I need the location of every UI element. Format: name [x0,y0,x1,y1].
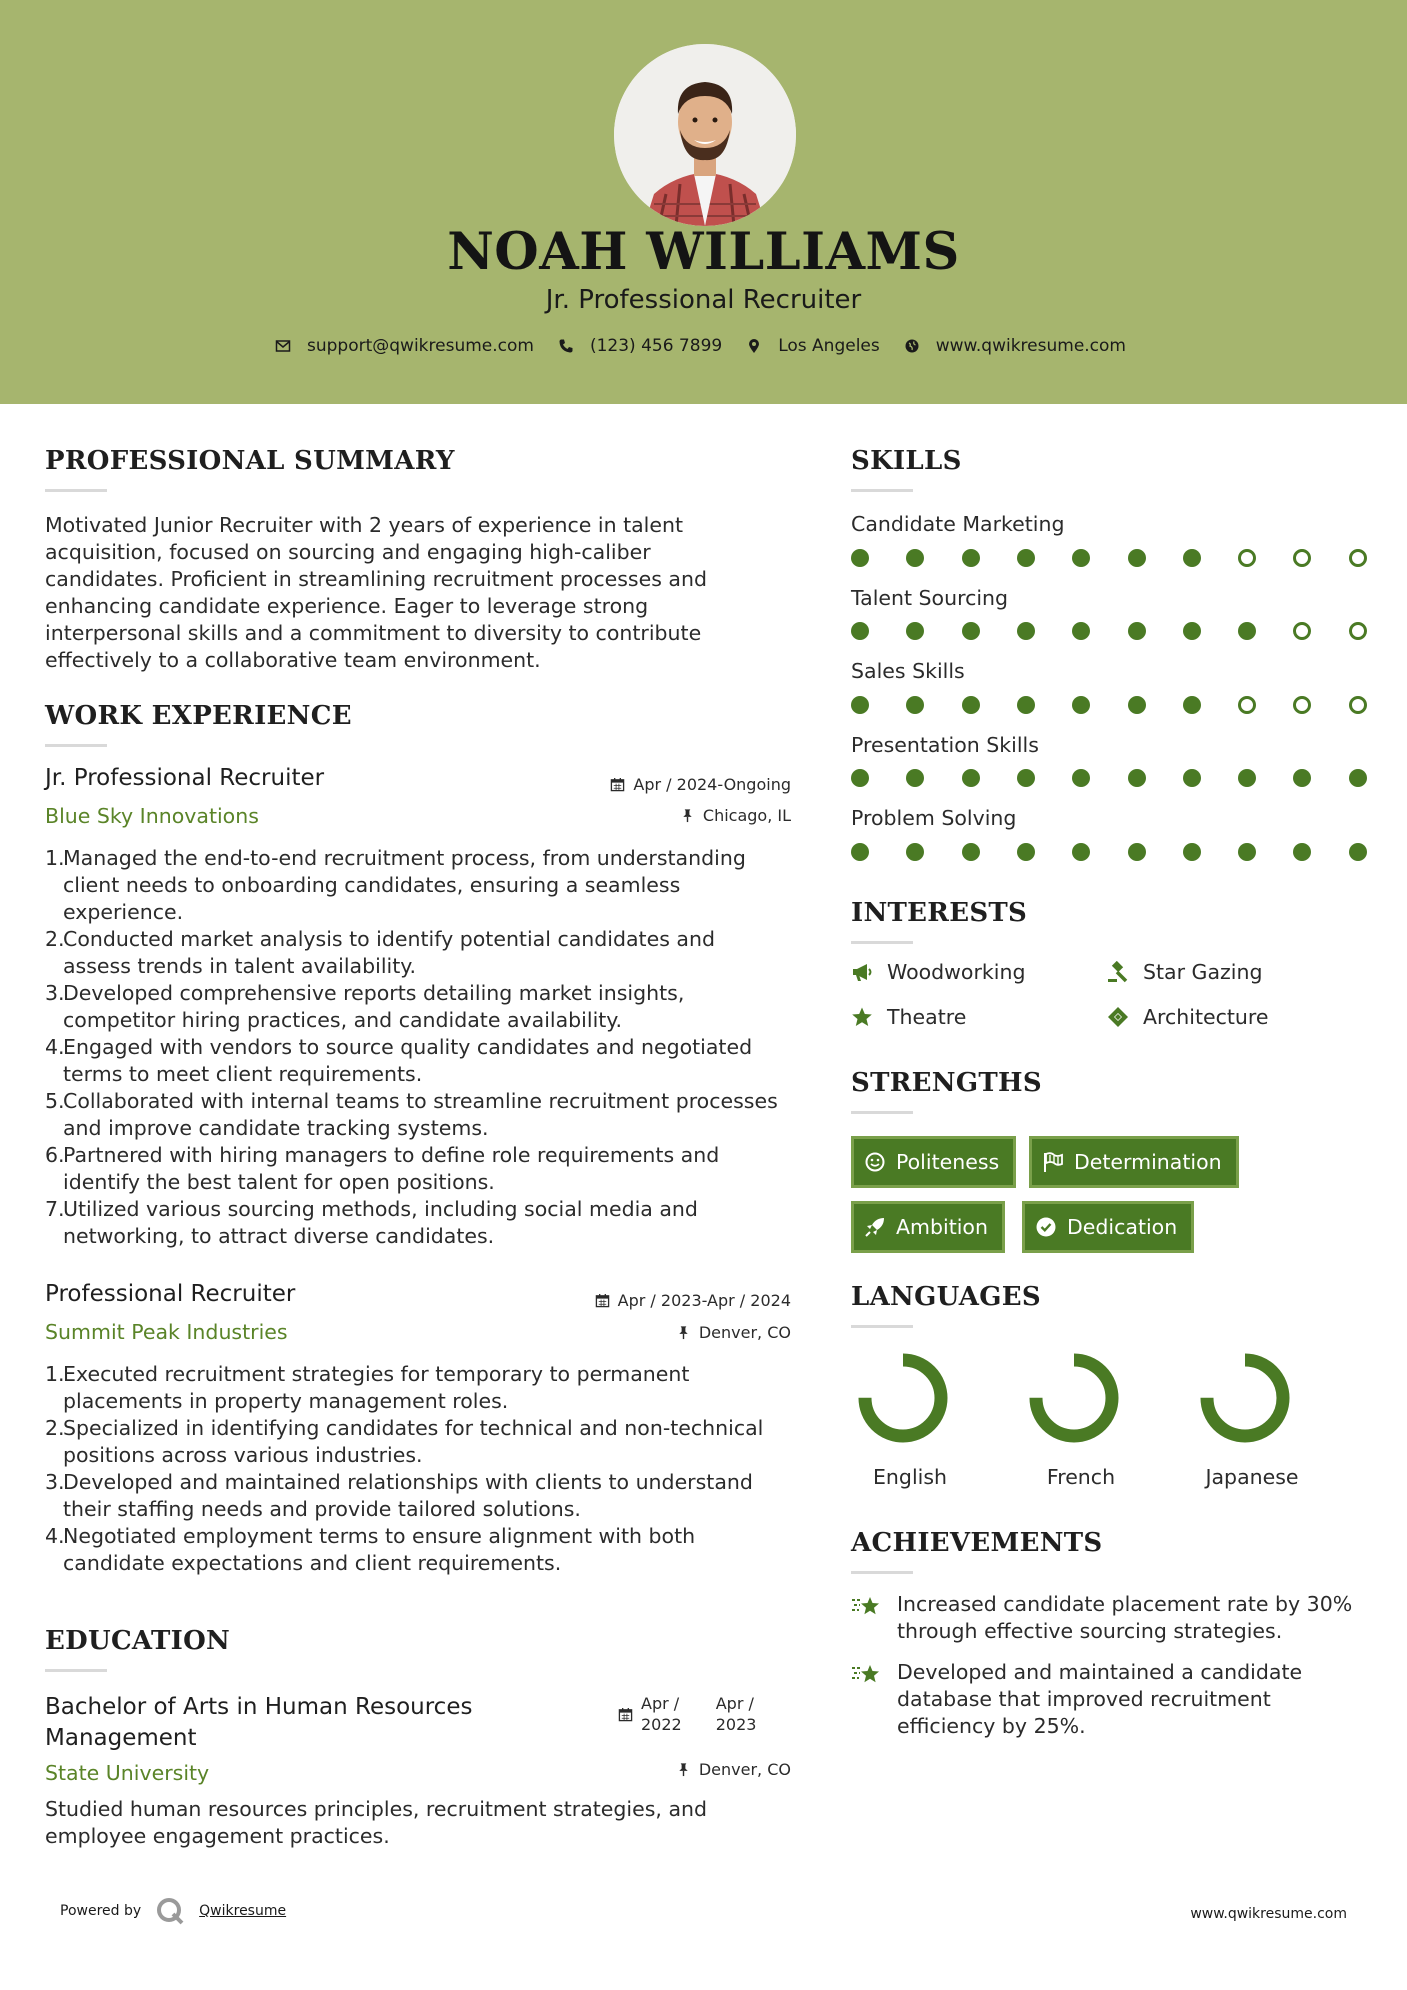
interests-heading: INTERESTS [851,898,1028,928]
skill-name: Candidate Marketing [851,512,1065,536]
job-responsibilities [45,845,805,1250]
strength-chip [1029,1136,1239,1188]
contact-bar [0,336,1407,356]
shooting-star-icon [851,1593,883,1621]
skill-dot-filled [1128,549,1146,567]
language-gauge [1195,1348,1295,1448]
job-dates [610,775,791,794]
calendar-icon [610,777,625,792]
skill-dot-filled [1238,843,1256,861]
calendar-icon [595,1293,610,1308]
skill-dot-filled [1293,843,1311,861]
list-line: Partnered with hiring managers to define role requirements and [63,1143,720,1167]
contact-phone[interactable] [558,336,722,356]
list-line: Developed comprehensive reports detailing market insights, [63,981,685,1005]
skill-dot-filled [906,843,924,861]
education-divider [45,1669,107,1672]
interest-label: Woodworking [887,960,1026,984]
language-gauge [1024,1348,1124,1448]
interest-label: Star Gazing [1143,960,1263,984]
skill-dot-filled [1072,622,1090,640]
education-desc-line: Studied human resources principles, recruitment strategies, and [45,1797,708,1821]
job-location [680,806,791,825]
summary-divider [45,489,107,492]
summary-line: acquisition, focused on sourcing and engaging high-caliber [45,540,651,564]
skill-dot-filled [1183,622,1201,640]
skill-dot-filled [1072,843,1090,861]
job-responsibilities [45,1361,805,1577]
list-line: Managed the end-to-end recruitment process, from understanding [63,846,746,870]
achievement-line: efficiency by 25%. [897,1714,1086,1738]
list-line: their staffing needs and provide tailored solutions. [63,1497,581,1521]
header-banner [0,0,1407,404]
skill-dot-empty [1238,549,1256,567]
job-dates-text: Apr / 2023-Apr / 2024 [617,1291,791,1310]
achievement-line: database that improved recruitment [897,1687,1271,1711]
list-line: Developed and maintained relationships with clients to understand [63,1470,753,1494]
skill-dot-filled [1349,843,1367,861]
list-item: 4. Engaged with vendors to source quality candidates and negotiated terms to meet client requirements. [45,1035,753,1086]
list-line: and improve candidate tracking systems. [63,1116,489,1140]
language-ring [1185,1348,1305,1448]
skill-name: Talent Sourcing [851,586,1009,610]
skill-dot-filled [906,769,924,787]
skill-dot-filled [962,622,980,640]
job-title: Professional Recruiter [45,1281,296,1307]
skill-dot-filled [851,769,869,787]
list-line: Executed recruitment strategies for temporary to permanent [63,1362,690,1386]
person-portrait-icon [614,44,796,226]
phone-icon [558,338,574,354]
education-location [676,1760,791,1779]
skill-dot-empty [1349,549,1367,567]
list-line: Utilized various sourcing methods, including social media and [63,1197,698,1221]
ticket-icon [1107,1006,1129,1028]
skill-dot-filled [1128,843,1146,861]
achievement-line: Increased candidate placement rate by 30% [897,1592,1353,1616]
candidate-title: Jr. Professional Recruiter [545,285,862,315]
interest-item [1107,1005,1269,1029]
school-name: State University [45,1761,210,1785]
list-line: Specialized in identifying candidates for technical and non-technical [63,1416,764,1440]
check-circle-icon [1035,1216,1057,1238]
email-text: support@qwikresume.com [307,336,534,356]
skill-dot-empty [1293,549,1311,567]
skill-dot-filled [962,843,980,861]
skill-rating [851,769,1371,789]
list-line: Negotiated employment terms to ensure alignment with both [63,1524,696,1548]
list-item: 3. Developed and maintained relationships with clients to understand their staffing needs and provide tailored solutions. [45,1470,753,1521]
education-start [641,1693,682,1735]
profile-photo [614,44,796,226]
skill-dot-filled [962,696,980,714]
strength-chip [851,1201,1005,1253]
education-heading: EDUCATION [45,1626,231,1656]
date-part: 2022 [641,1715,682,1734]
skill-dot-filled [1183,549,1201,567]
interest-item [1107,960,1262,984]
list-line: Engaged with vendors to source quality candidates and negotiated [63,1035,753,1059]
list-item: 3. Developed comprehensive reports detailing market insights, competitor hiring practices, and candidate availability. [45,981,685,1032]
skill-rating [851,696,1371,716]
summary-heading: PROFESSIONAL SUMMARY [45,446,455,476]
education-end [716,1693,757,1735]
job-company: Blue Sky Innovations [45,804,259,828]
strength-label: Dedication [1067,1215,1178,1239]
skill-dot-filled [962,769,980,787]
job-location-text: Chicago, IL [702,806,791,825]
achievement-item [851,1659,1371,1740]
skill-dot-filled [1183,843,1201,861]
job-dates [595,1291,791,1310]
list-line: positions across various industries. [63,1443,423,1467]
skill-dot-filled [1349,769,1367,787]
language-label: French [1046,1465,1116,1489]
skill-dot-filled [962,549,980,567]
strength-label: Ambition [896,1215,988,1239]
bullhorn-icon [851,961,873,983]
list-line: competitor hiring practices, and candidate availability. [63,1008,623,1032]
degree-line: Management [45,1725,197,1751]
summary-line: effectively to a collaborative team environment. [45,648,541,672]
list-item: 5. Collaborated with internal teams to streamline recruitment processes and improve candidate tracking systems. [45,1089,778,1140]
skill-dot-empty [1293,622,1311,640]
skills-heading: SKILLS [851,446,962,476]
list-line: terms to meet client requirements. [63,1062,423,1086]
skill-dot-filled [1238,769,1256,787]
skill-dot-filled [1072,549,1090,567]
date-part: 2023 [715,1715,757,1734]
skill-dot-filled [1072,696,1090,714]
skill-dot-filled [906,622,924,640]
skill-dot-filled [851,549,869,567]
summary-text [45,512,785,674]
skill-dot-filled [851,843,869,861]
education-desc-line: employee engagement practices. [45,1824,390,1848]
strengths-heading: STRENGTHS [851,1068,1042,1098]
skill-dot-filled [906,696,924,714]
job-dates-text: Apr / 2024-Ongoing [633,775,791,794]
globe-icon [904,338,920,354]
achievements-divider [851,1571,913,1574]
phone-text: (123) 456 7899 [589,336,723,356]
contact-location [746,336,880,356]
qwikresume-logo-icon [155,1896,185,1926]
achievement-line: Developed and maintained a candidate [897,1660,1303,1684]
list-line: experience. [63,900,184,924]
skill-dot-filled [1017,622,1035,640]
flag-icon [1042,1151,1064,1173]
skill-dot-filled [851,622,869,640]
website-text: www.qwikresume.com [935,336,1126,356]
skill-dot-filled [1183,769,1201,787]
list-line: client needs to onboarding candidates, ensuring a seamless [63,873,681,897]
star-icon [851,1006,873,1028]
languages-divider [851,1325,913,1328]
skill-dot-filled [1072,769,1090,787]
interest-label: Architecture [1143,1005,1269,1029]
language-label: Japanese [1205,1465,1299,1489]
skill-rating [851,622,1371,642]
achievement-line: through effective sourcing strategies. [897,1619,1283,1643]
thumbtack-icon [676,1762,691,1777]
skill-dot-filled [1293,769,1311,787]
skills-divider [851,489,913,492]
skill-rating [851,843,1371,863]
strength-chip [1022,1201,1194,1253]
list-line: placements in property management roles. [63,1389,509,1413]
skill-name: Problem Solving [851,806,1017,830]
language-ring [843,1348,963,1448]
contact-website[interactable] [904,336,1126,356]
skill-dot-filled [1238,622,1256,640]
map-marker-icon [746,338,762,354]
job-location [676,1323,791,1342]
skill-name: Sales Skills [851,659,965,683]
contact-email[interactable] [275,336,534,356]
language-ring [1014,1348,1134,1448]
skill-dot-filled [1017,549,1035,567]
list-item: 2. Conducted market analysis to identify potential candidates and assess trends in talent availability. [45,927,715,978]
list-item: 1. Managed the end-to-end recruitment process, from understanding client needs to onboarding candidates, ensuring a seamless experience. [45,846,746,924]
skill-dot-empty [1349,696,1367,714]
list-item: 1. Executed recruitment strategies for temporary to permanent placements in property management roles. [45,1362,690,1413]
job-title: Jr. Professional Recruiter [45,765,325,791]
skill-dot-filled [1017,843,1035,861]
degree-title [45,1692,472,1754]
education-location-text: Denver, CO [698,1760,791,1779]
skill-dot-filled [1128,769,1146,787]
location-text: Los Angeles [778,336,880,356]
work-heading: WORK EXPERIENCE [45,701,352,731]
list-line: Collaborated with internal teams to streamline recruitment processes [63,1089,778,1113]
interest-label: Theatre [887,1005,967,1029]
envelope-icon [275,338,291,354]
summary-line: interpersonal skills and a commitment to diversity to contribute [45,621,702,645]
rocket-icon [864,1216,886,1238]
footer-website[interactable]: www.qwikresume.com [1190,1906,1347,1922]
strength-label: Determination [1074,1150,1222,1174]
language-gauge [853,1348,953,1448]
skill-dot-empty [1238,696,1256,714]
candidate-name: NOAH WILLIAMS [447,222,960,282]
interest-item [851,1005,966,1029]
footer-powered-by [60,1896,286,1926]
date-part: Apr / [641,1694,680,1713]
achievements-heading: ACHIEVEMENTS [851,1528,1103,1558]
list-item: 4. Negotiated employment terms to ensure alignment with both candidate expectations and client requirements. [45,1524,696,1575]
work-divider [45,744,107,747]
skill-dot-filled [1128,696,1146,714]
skill-dot-empty [1349,622,1367,640]
skill-dot-filled [1183,696,1201,714]
shooting-star-icon [851,1661,883,1689]
education-description [45,1796,805,1850]
thumbtack-icon [680,808,695,823]
skill-rating [851,549,1371,569]
list-line: assess trends in talent availability. [63,954,416,978]
thumbtack-icon [676,1325,691,1340]
list-line: networking, to attract diverse candidates. [63,1224,495,1248]
powered-by-text: Powered by [60,1903,142,1919]
strength-chip [851,1136,1016,1188]
calendar-icon [618,1707,633,1722]
list-item: 7. Utilized various sourcing methods, including social media and networking, to attract diverse candidates. [45,1197,698,1248]
skill-dot-filled [1128,622,1146,640]
skill-dot-empty [1293,696,1311,714]
interest-item [851,960,1025,984]
skill-name: Presentation Skills [851,733,1039,757]
skill-dot-filled [851,696,869,714]
brand-link[interactable]: Qwikresume [199,1903,287,1919]
job-location-text: Denver, CO [698,1323,791,1342]
summary-line: enhancing candidate experience. Eager to leverage strong [45,594,649,618]
list-line: identify the best talent for open positions. [63,1170,495,1194]
list-item: 2. Specialized in identifying candidates for technical and non-technical positions across various industries. [45,1416,764,1467]
skill-dot-filled [906,549,924,567]
skill-dot-filled [1017,769,1035,787]
strength-label: Politeness [896,1150,1000,1174]
list-line: candidate expectations and client requirements. [63,1551,562,1575]
list-line: Conducted market analysis to identify potential candidates and [63,927,715,951]
language-label: English [872,1465,948,1489]
strengths-divider [851,1111,913,1114]
languages-heading: LANGUAGES [851,1282,1041,1312]
skill-dot-filled [1017,696,1035,714]
education-dates [618,1693,756,1735]
summary-line: Motivated Junior Recruiter with 2 years of experience in talent [45,513,684,537]
interests-divider [851,941,913,944]
summary-line: candidates. Proficient in streamlining recruitment processes and [45,567,707,591]
achievement-item [851,1591,1371,1645]
gavel-icon [1107,961,1129,983]
smile-icon [864,1151,886,1173]
job-company: Summit Peak Industries [45,1320,288,1344]
date-part: Apr / [715,1694,754,1713]
list-item: 6. Partnered with hiring managers to define role requirements and identify the best talent for open positions. [45,1143,720,1194]
degree-line: Bachelor of Arts in Human Resources [45,1694,473,1720]
